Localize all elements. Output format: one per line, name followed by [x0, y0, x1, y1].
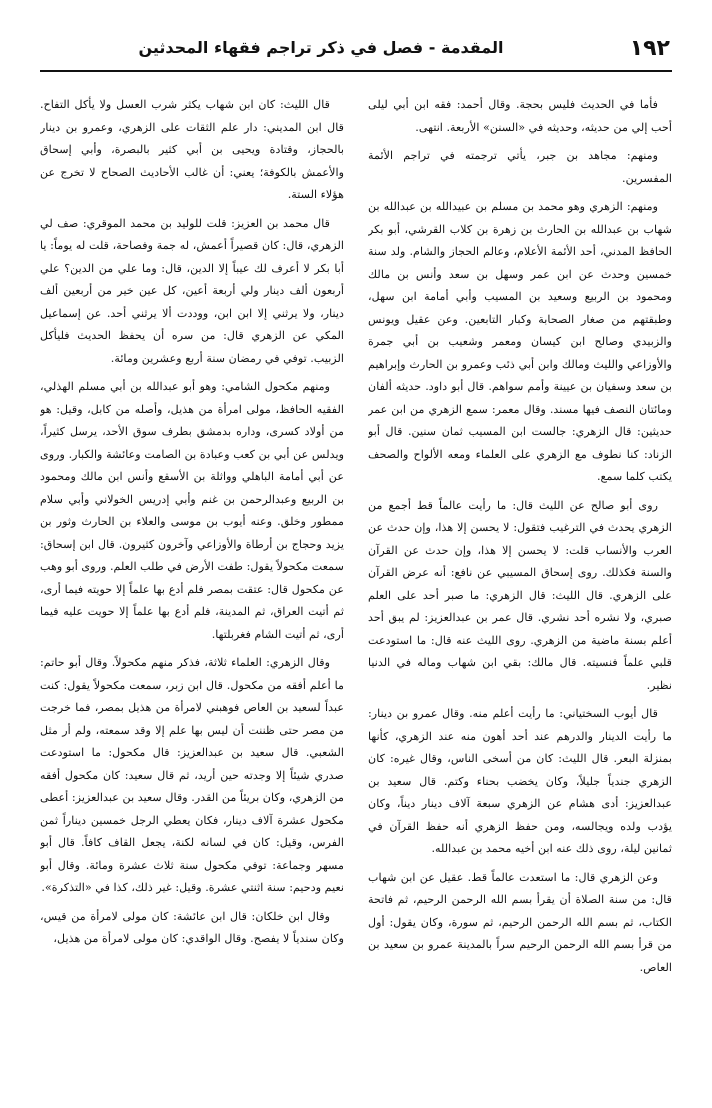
paragraph: وعن الزهري قال: ما استعدت عالماً قط. عقيل عن ابن شهاب قال: من سنة الصلاة أن يقرأ بسم الله الرحمن الرحيم، ثم فاتحة الكتاب، ثم بسم الله الرحمن الرحيم، ثم سورة، وكان يقول: أول من قرأ بسم الله الرحمن الرحيم سراً بالمدينة عمرو بن سعيد بن العاص. [368, 870, 672, 974]
page-header [40, 30, 672, 70]
right-column [368, 94, 672, 1096]
page-number: ١٩٢ [629, 36, 670, 61]
paragraph: قال محمد بن العزيز: قلت للوليد بن محمد الموقري: صف لي الزهري، قال: كان قصيراً أعمش، له جمة وفصاحة، قلت له يوماً: يا أبا بكر لا أعرف لك عيباً إلا الدين، قال: وما علي من الدين؟ علي أربعون ألف دينار ولي أربعة أعين، كل عين خير من أربعين ألف دينار، ولا يرثني إلا ابن ابن، ووددت ألا يرثني أحد. عن إسماعيل المكي عن الزهري قال: من سره أن يحفظ الحديث فليأكل الزبيب. توفي في رمضان سنة أربع وعشرين ومائة. [40, 216, 344, 365]
paragraph: وقال الزهري: العلماء ثلاثة، فذكر منهم مكحولاً. وقال أبو حاتم: ما أعلم أفقه من مكحول. قال ابن زبر، سمعت مكحولاً يقول: كنت عبداً لسعيد بن العاص فوهبني لامرأة من هذيل بمصر، فما خرجت من مصر حتى ظننت أن ليس بها علم إلا وقد سمعته، ولم أر مثل الشعبي. قال سعيد بن عبدالعزيز: قال مكحول: ما استودعت صدري شيئاً إلا وجدته حين أريد، ثم قال سعيد: كان مكحول أفقه من الزهري، وكان بريئاً من القدر. وقال سعيد بن عبدالعزيز: أعطى مكحول عشرة آلاف دينار، فكان يعطي الرجل خمسين ديناراً ثمن الفرس، وقيل: كان في لسانه لكنة، يجعل القاف كافاً. قال أبو مسهر وجماعة: توفي مكحول سنة ثلاث عشرة ومائة. وقال أبو نعيم ودحيم: سنة اثنتي عشرة. وقيل: غير ذلك، كذا في «التذكرة». [40, 656, 344, 894]
paragraph: قال الليث: كان ابن شهاب يكثر شرب العسل ولا يأكل التفاح. قال ابن المديني: دار علم الثقات على الزهري، وعمرو بن دينار بالحجاز، وقتادة ويحيى بن أبي كثير بالبصرة، وأبي إسحاق والأعمش بالكوفة؛ يعني: أن غالب الأحاديث الصحاح لا تخرج عن هؤلاء الستة. [40, 98, 344, 201]
left-column [40, 94, 344, 1096]
header-rule [40, 70, 672, 72]
paragraph: فأما في الحديث فليس بحجة. وقال أحمد: فقه ابن أبي ليلى أحب إلي من حديثه، وحديثه في «السنن» الأربعة. انتهى. [368, 98, 672, 134]
paragraph: روى أبو صالح عن الليث قال: ما رأيت عالماً قط أجمع من الزهري يحدث في الترغيب فتقول: لا يحسن إلا هذا، وإن حدث عن العرب والأنساب قلت: لا يحسن إلا هذا، وإن حدث عن القرآن والسنة فكذلك. روى إسحاق المسيبي عن نافع: أنه عرض القرآن على الزهري. قال الليث: قال الزهري: ما صبر أحد على العلم صبري، ولا نشره أحد نشري. قال عمر بن عبدالعزيز: لم يبق أحد أعلم بسنة ماضية من الزهري. روى الليث عنه قال: ما استودعت قلبي علماً فنسيته. قال مالك: بقي ابن شهاب وماله في الدنيا نظير. [368, 498, 672, 692]
paragraph: ومنهم مكحول الشامي: وهو أبو عبدالله بن أبي مسلم الهذلي، الفقيه الحافظ، مولى امرأة من هذيل، وأصله من كابل، وقيل: هو من أولاد كسرى، وداره بدمشق بطرف سوق الأحد، يرسل كثيراً، ويدلس عن أبي بن كعب وعبادة بن الصامت وعائشة والكبار. وروى عن أبي أمامة الباهلي وواثلة بن الأسقع وأنس ابن مالك ومحمود بن الربيع وعبدالرحمن بن غنم وأبي إدريس الخولاني وأبي سلام ممطور وخلق. وعنه أيوب بن موسى والعلاء بن الحارث وثور بن يزيد وحجاج بن أرطاة والأوزاعي وآخرون كثيرون. قال ابن إسحاق: سمعت مكحولاً يقول: طفت الأرض في طلب العلم. وروى أبو وهب عن مكحول قال: عتقت بمصر فلم أدع بها علماً إلا حويته فيما أرى، ثم أتيت العراق، ثم المدينة، فلم أدع بها علماً إلا حويت عليه فيما أرى، ثم أتيت الشام فغربلتها. [40, 380, 344, 641]
paragraph: وقال ابن خلكان: قال ابن عائشة: كان مولى لامرأة من قيس، وكان سندياً لا يفصح. وقال الواقدي: كان مولى لامرأة من هذيل، [40, 909, 344, 945]
running-title: المقدمة - فصل في ذكر تراجم فقهاء المحدثين [138, 38, 504, 57]
paragraph: ومنهم: مجاهد بن جبر، يأتي ترجمته في تراجم الأئمة المفسرين. [368, 149, 672, 185]
paragraph: قال أيوب السختياني: ما رأيت أعلم منه. وقال عمرو بن دينار: ما رأيت الدينار والدرهم عند أحد أهون منه عند الزهري، كأنها بمنزلة البعر. قال الليث: كان من أسخى الناس، وقال غيره: كان الزهري جندياً جليلاً، وكان يخضب بحناء وكتم. قال سعيد بن عبدالعزيز: أدى هشام عن الزهري سبعة آلاف دينار ديناً، وكان يؤدب ولده ويجالسه، ومن حفظ الزهري أنه حفظ القرآن في ثمانين ليلة، روى ذلك عنه ابن أخيه محمد بن عبدالله. [368, 707, 672, 855]
paragraph: ومنهم: الزهري وهو محمد بن مسلم بن عبيدالله بن عبدالله بن شهاب بن عبدالله بن الحارث بن زهرة بن كلاب القرشي، أبو بكر الحافظ المدني، أحد الأئمة الأعلام، وعالم الحجاز والشام. ولد سنة خمسين وحدث عن ابن عمر وسهل بن سعد وأنس بن مالك ومحمود بن الربيع وسعيد بن المسيب وأبي أمامة ابن سهل، وطبقتهم من صغار الصحابة وكبار التابعين. وعن عقيل ويونس والزبيدي وصالح ابن كيسان ومعمر وشعيب بن أبي جمرة والأوزاعي والليث ومالك وابن أبي ذئب وعمرو بن الحارث وإبراهيم بن سعد وسفيان بن عيينة وأمم سواهم. قال أبو داود. حديثه ألفان ومائتان النصف فيها مسند. وقال معمر: سمع الزهري من ابن عمر حديثين: قال الزهري: جالست ابن المسيب ثمان سنين. قال أبو الزناد: كنا نطوف مع الزهري على العلماء ومعه الألواح والصحف يكتب كلما سمع. [368, 200, 672, 483]
